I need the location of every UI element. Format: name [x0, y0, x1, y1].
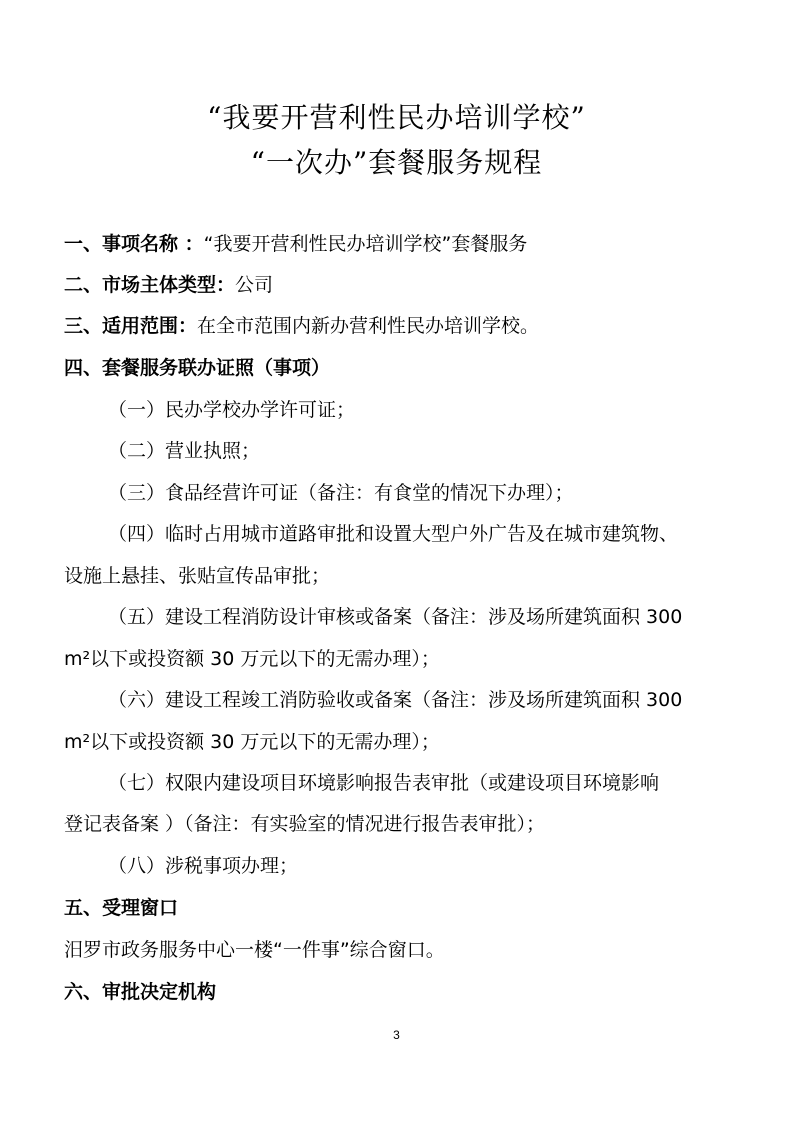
section-6-heading: 六、审批决定机构 — [64, 981, 217, 1003]
list-item-4-line-1: （四）临时占用城市道路审批和设置大型户外广告及在城市建筑物、 — [108, 523, 679, 545]
list-item-2: （二）营业执照； — [108, 440, 261, 462]
list-item-5-line-2: m²以下或投资额 30 万元以下的无需办理）； — [64, 648, 440, 670]
section-1-label: 一、事项名称 — [64, 233, 179, 255]
section-2-value: 公司 — [235, 274, 274, 296]
section-4-heading: 四、套餐服务联办证照（事项） — [64, 357, 331, 379]
list-item-1: （一）民办学校办学许可证； — [108, 399, 356, 421]
list-item-7-line-2: 登记表备案 ）（备注：有实验室的情况进行报告表审批）； — [64, 813, 546, 835]
document-title-line-1: “我要开营利性民办培训学校” — [207, 101, 586, 134]
list-item-8: （八）涉税事项办理； — [108, 855, 299, 877]
section-3-value: 在全市范围内新办营利性民办培训学校。 — [197, 315, 540, 337]
section-3-label: 三、适用范围： — [64, 315, 198, 337]
section-1-value: “我要开营利性民办培训学校”套餐服务 — [203, 233, 528, 255]
section-5-value: 汨罗市政务服务中心一楼“一件事”综合窗口。 — [64, 939, 445, 961]
section-1-separator: ： — [178, 233, 204, 255]
list-item-4-line-2: 设施上悬挂、张贴宣传品审批； — [64, 565, 331, 587]
list-item-3: （三）食品经营许可证（备注：有食堂的情况下办理）； — [108, 482, 574, 504]
section-2-label: 二、市场主体类型： — [64, 274, 236, 296]
list-item-7-line-1: （七）权限内建设项目环境影响报告表审批（或建设项目环境影响 — [108, 772, 660, 794]
list-item-5-line-1: （五）建设工程消防设计审核或备案（备注：涉及场所建筑面积 300 — [108, 606, 683, 628]
section-2-line — [64, 273, 273, 297]
section-1-line — [64, 232, 527, 256]
section-5-heading: 五、受理窗口 — [64, 897, 179, 919]
page-number: 3 — [393, 1028, 400, 1042]
section-3-line — [64, 314, 539, 338]
list-item-6-line-2: m²以下或投资额 30 万元以下的无需办理）； — [64, 731, 440, 753]
document-title-line-2: “一次办”套餐服务规程 — [250, 146, 543, 179]
list-item-6-line-1: （六）建设工程竣工消防验收或备案（备注：涉及场所建筑面积 300 — [108, 689, 683, 711]
